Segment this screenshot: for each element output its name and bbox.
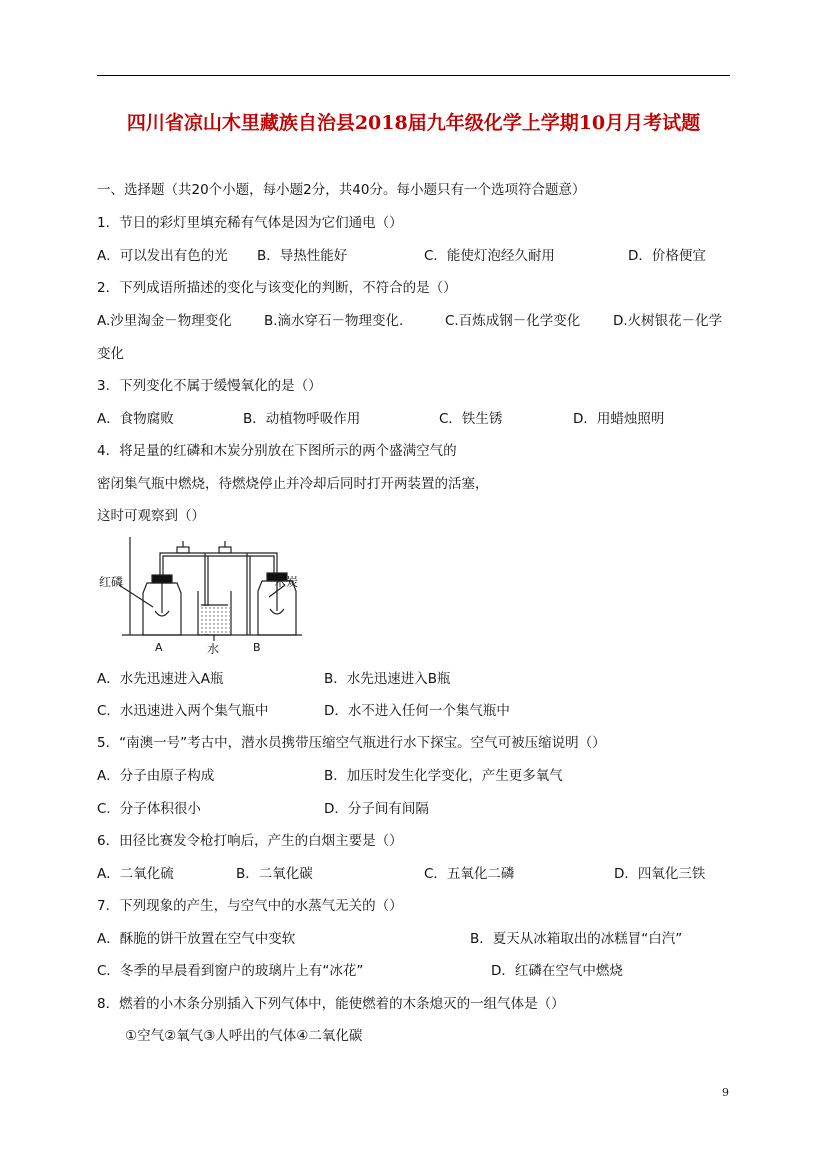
q5-option-b: B．加压时发生化学变化，产生更多氧气 bbox=[324, 768, 563, 784]
fig-label-a: A bbox=[155, 641, 163, 654]
q1-option-d: D．价格便宜 bbox=[628, 248, 706, 264]
q2-option-d-wrap: 变化 bbox=[97, 346, 124, 362]
q3-option-a: A．食物腐败 bbox=[97, 411, 174, 427]
q4-option-a: A．水先迅速进入A瓶 bbox=[97, 671, 224, 687]
q3-option-b: B．动植物呼吸作用 bbox=[243, 411, 361, 427]
q5-options-row-2 bbox=[97, 800, 737, 818]
q6-option-b: B．二氧化碳 bbox=[236, 866, 313, 882]
q6-options bbox=[97, 865, 737, 883]
q4-option-b: B．水先迅速进入B瓶 bbox=[324, 671, 451, 687]
q4-stem-line-3: 这时可观察到（） bbox=[97, 508, 205, 524]
q1-option-b: B．导热性能好 bbox=[257, 248, 348, 264]
q2-option-b: B.滴水穿石－物理变化. bbox=[264, 313, 404, 329]
q7-options-row-2 bbox=[97, 962, 737, 980]
q4-apparatus-figure bbox=[97, 535, 307, 660]
top-rule bbox=[97, 75, 730, 76]
q1-stem: 1．节日的彩灯里填充稀有气体是因为它们通电（） bbox=[97, 215, 403, 231]
q7-option-a: A．酥脆的饼干放置在空气中变软 bbox=[97, 931, 296, 947]
q4-option-c: C．水迅速进入两个集气瓶中 bbox=[97, 703, 269, 719]
q7-option-c: C．冬季的早晨看到窗户的玻璃片上有“冰花” bbox=[97, 963, 364, 979]
q2-option-c: C.百炼成钢－化学变化 bbox=[445, 313, 581, 329]
q5-options-row-1 bbox=[97, 767, 737, 785]
fig-label-water: 水 bbox=[207, 642, 220, 656]
q2-option-d: D.火树银花－化学 bbox=[613, 313, 723, 329]
q7-stem: 7．下列现象的产生，与空气中的水蒸气无关的（） bbox=[97, 898, 403, 914]
q3-option-c: C．铁生锈 bbox=[439, 411, 503, 427]
fig-label-red-phosphorus: 红磷 bbox=[99, 575, 124, 589]
q5-option-a: A．分子由原子构成 bbox=[97, 768, 215, 784]
q3-stem: 3．下列变化不属于缓慢氧化的是（） bbox=[97, 378, 322, 394]
q3-options bbox=[97, 410, 737, 428]
q5-stem: 5．“南澳一号”考古中，潜水员携带压缩空气瓶进行水下探宝。空气可被压缩说明（） bbox=[97, 735, 606, 751]
q4-stem-line-2: 密闭集气瓶中燃烧，待燃烧停止并冷却后同时打开两装置的活塞， bbox=[97, 476, 489, 492]
q5-option-d: D．分子间有间隔 bbox=[324, 801, 429, 817]
q4-options-row-2 bbox=[97, 702, 737, 720]
q6-option-c: C．五氧化二磷 bbox=[424, 866, 515, 882]
q1-options bbox=[97, 247, 737, 265]
q7-option-d: D．红磷在空气中燃烧 bbox=[491, 963, 623, 979]
page-number: 9 bbox=[722, 1086, 729, 1099]
q3-option-d: D．用蜡烛照明 bbox=[573, 411, 665, 427]
q2-stem: 2．下列成语所描述的变化与该变化的判断，不符合的是（） bbox=[97, 280, 457, 296]
q7-options-row-1 bbox=[97, 930, 737, 948]
q4-option-d: D．水不进入任何一个集气瓶中 bbox=[324, 703, 510, 719]
section-header: 一、选择题（共20个小题，每小题2分，共40分。每小题只有一个选项符合题意） bbox=[97, 182, 586, 198]
q4-stem-line-1: 4．将足量的红磷和木炭分别放在下图所示的两个盛满空气的 bbox=[97, 443, 457, 459]
q7-option-b: B．夏天从冰箱取出的冰糕冒“白汽” bbox=[470, 931, 683, 947]
fig-label-b: B bbox=[253, 641, 261, 654]
fig-label-charcoal: 木炭 bbox=[274, 575, 299, 589]
q4-options-row-1 bbox=[97, 670, 737, 688]
q2-option-a: A.沙里淘金－物理变化 bbox=[97, 313, 232, 329]
q6-option-d: D．四氧化三铁 bbox=[614, 866, 706, 882]
page-title: 四川省凉山木里藏族自治县2018届九年级化学上学期10月月考试题 bbox=[126, 112, 701, 134]
q6-option-a: A．二氧化硫 bbox=[97, 866, 174, 882]
q2-options bbox=[97, 312, 737, 330]
q8-stem: 8．燃着的小木条分别插入下列气体中，能使燃着的木条熄灭的一组气体是（） bbox=[97, 996, 565, 1012]
q1-option-a: A．可以发出有色的光 bbox=[97, 248, 228, 264]
q8-sub-items: ①空气②氧气③人呼出的气体④二氧化碳 bbox=[125, 1028, 363, 1044]
q6-stem: 6．田径比赛发令枪打响后，产生的白烟主要是（） bbox=[97, 833, 403, 849]
q5-option-c: C．分子体积很小 bbox=[97, 801, 201, 817]
q1-option-c: C．能使灯泡经久耐用 bbox=[424, 248, 555, 264]
